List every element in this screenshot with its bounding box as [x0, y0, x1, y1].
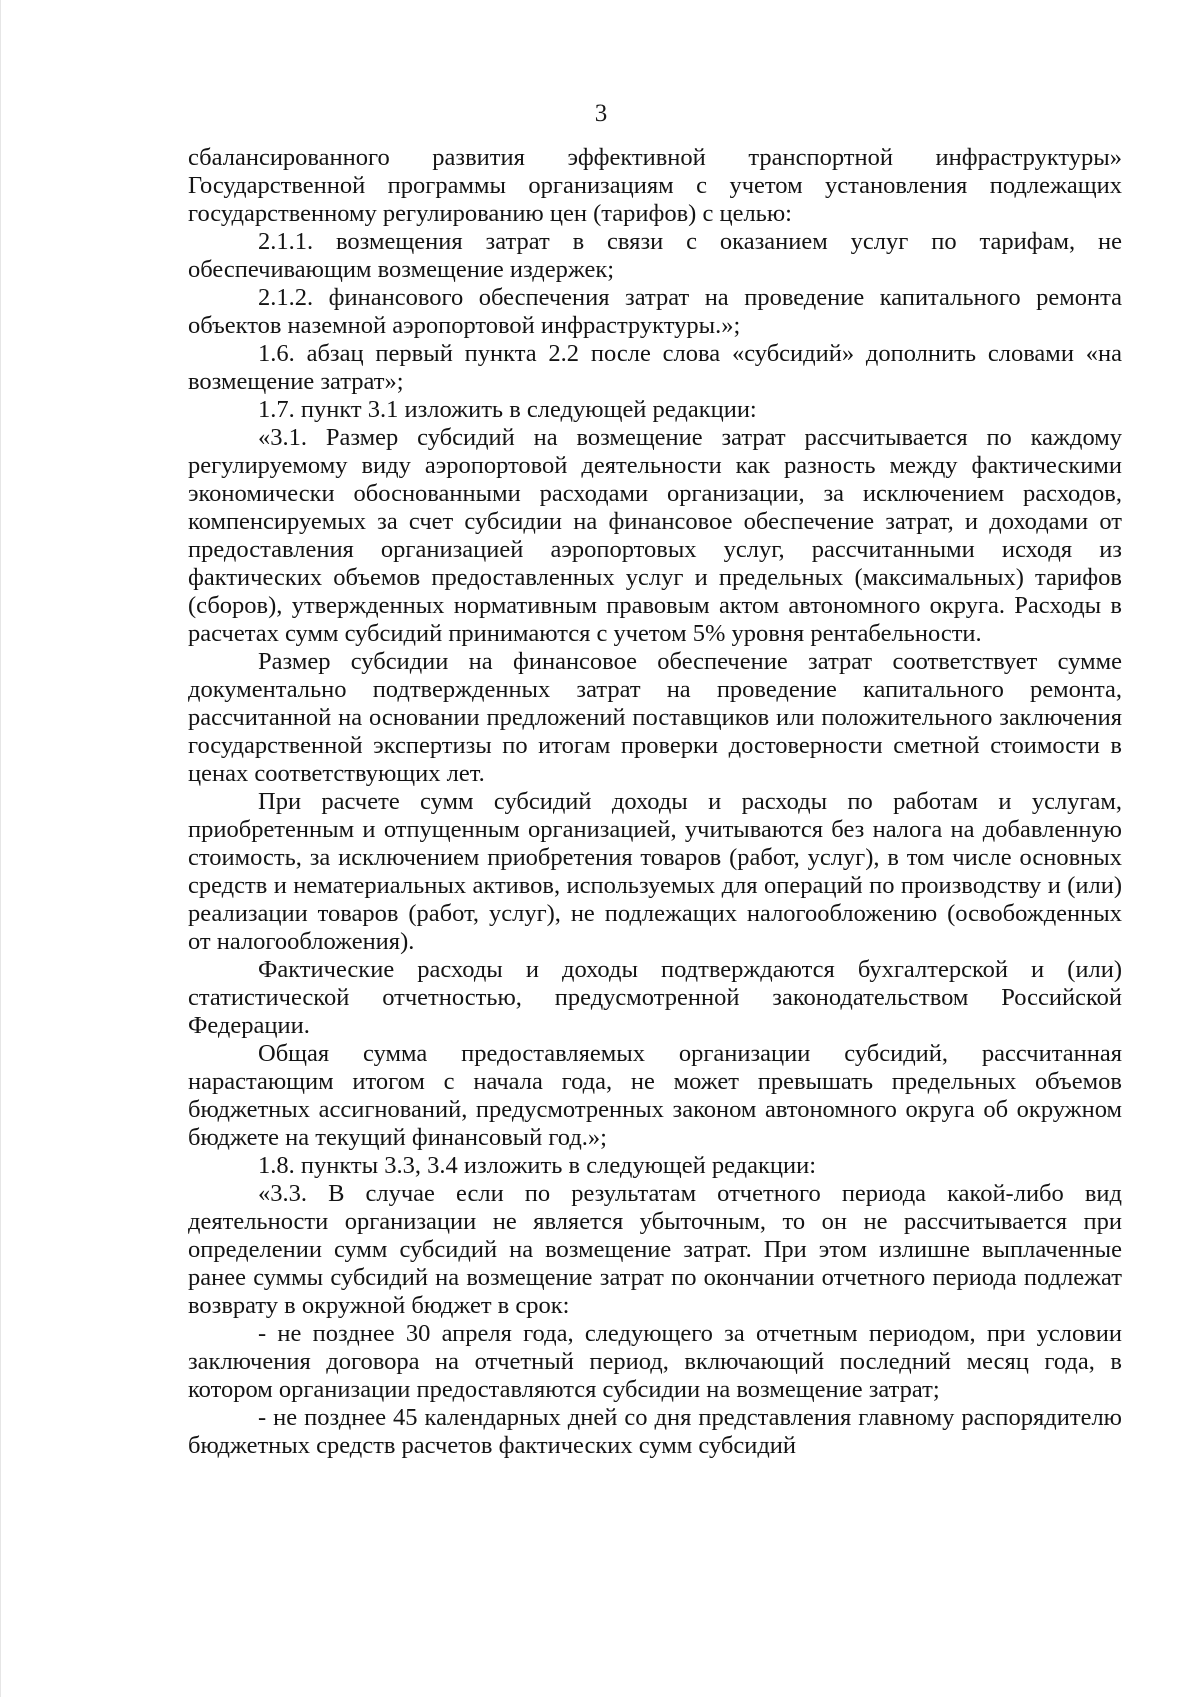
- paragraph: 2.1.1. возмещения затрат в связи с оказанием услуг по тарифам, не обеспечивающим возмещение издержек;: [188, 228, 1122, 283]
- paragraph: - не позднее 45 календарных дней со дня представления главному распорядителю бюджетных средств расчетов фактических сумм субсидий: [188, 1404, 1122, 1459]
- page-number: 3: [594, 100, 608, 127]
- paragraph: При расчете сумм субсидий доходы и расходы по работам и услугам, приобретенным и отпущенным организацией, учитываются без налога на добавленную стоимость, за исключением приобретения товаров (работ, услуг), в том числе основных средств и нематериальных активов, используемых для операций по производству и (или) реализации товаров (работ, услуг), не подлежащих налогообложению (освобожденных от налогообложения).: [188, 788, 1122, 955]
- paragraph: Фактические расходы и доходы подтверждаются бухгалтерской и (или) статистической отчетностью, предусмотренной законодательством Российской Федерации.: [188, 956, 1122, 1039]
- paragraph: Размер субсидии на финансовое обеспечение затрат соответствует сумме документально подтвержденных затрат на проведение капитального ремонта, рассчитанной на основании предложений поставщиков или положительного заключения государственной экспертизы по итогам проверки достоверности сметной стоимости в ценах соответствующих лет.: [188, 648, 1122, 787]
- paragraph: сбалансированного развития эффективной транспортной инфраструктуры» Государственной программы организациям с учетом установления подлежащих государственному регулированию цен (тарифов) с целью:: [188, 144, 1122, 227]
- paragraph: 1.6. абзац первый пункта 2.2 после слова «субсидий» дополнить словами «на возмещение затрат»;: [188, 340, 1122, 395]
- paragraph: «3.1. Размер субсидий на возмещение затрат рассчитывается по каждому регулируемому виду аэропортовой деятельности как разность между фактическими экономически обоснованными расходами организации, за исключением расходов, компенсируемых за счет субсидии на финансовое обеспечение затрат, и доходами от предоставления организацией аэропортовых услуг, рассчитанными исходя из фактических объемов предоставленных услуг и предельных (максимальных) тарифов (сборов), утвержденных нормативным правовым актом автономного округа. Расходы в расчетах сумм субсидий принимаются с учетом 5% уровня рентабельности.: [188, 424, 1122, 647]
- paragraph: 2.1.2. финансового обеспечения затрат на проведение капитального ремонта объектов наземной аэропортовой инфраструктуры.»;: [188, 284, 1122, 339]
- paragraph: 1.8. пункты 3.3, 3.4 изложить в следующей редакции:: [258, 1152, 817, 1179]
- paragraph: 1.7. пункт 3.1 изложить в следующей редакции:: [258, 396, 757, 423]
- paragraph: «3.3. В случае если по результатам отчетного периода какой-либо вид деятельности организации не является убыточным, то он не рассчитывается при определении сумм субсидий на возмещение затрат. При этом излишне выплаченные ранее суммы субсидий на возмещение затрат по окончании отчетного периода подлежат возврату в окружной бюджет в срок:: [188, 1180, 1122, 1319]
- paragraph: Общая сумма предоставляемых организации субсидий, рассчитанная нарастающим итогом с начала года, не может превышать предельных объемов бюджетных ассигнований, предусмотренных законом автономного округа об окружном бюджете на текущий финансовый год.»;: [188, 1040, 1122, 1151]
- paragraph: - не позднее 30 апреля года, следующего за отчетным периодом, при условии заключения договора на отчетный период, включающий последний месяц года, в котором организации предоставляются субсидии на возмещение затрат;: [188, 1320, 1122, 1403]
- document-body: [188, 144, 1122, 1460]
